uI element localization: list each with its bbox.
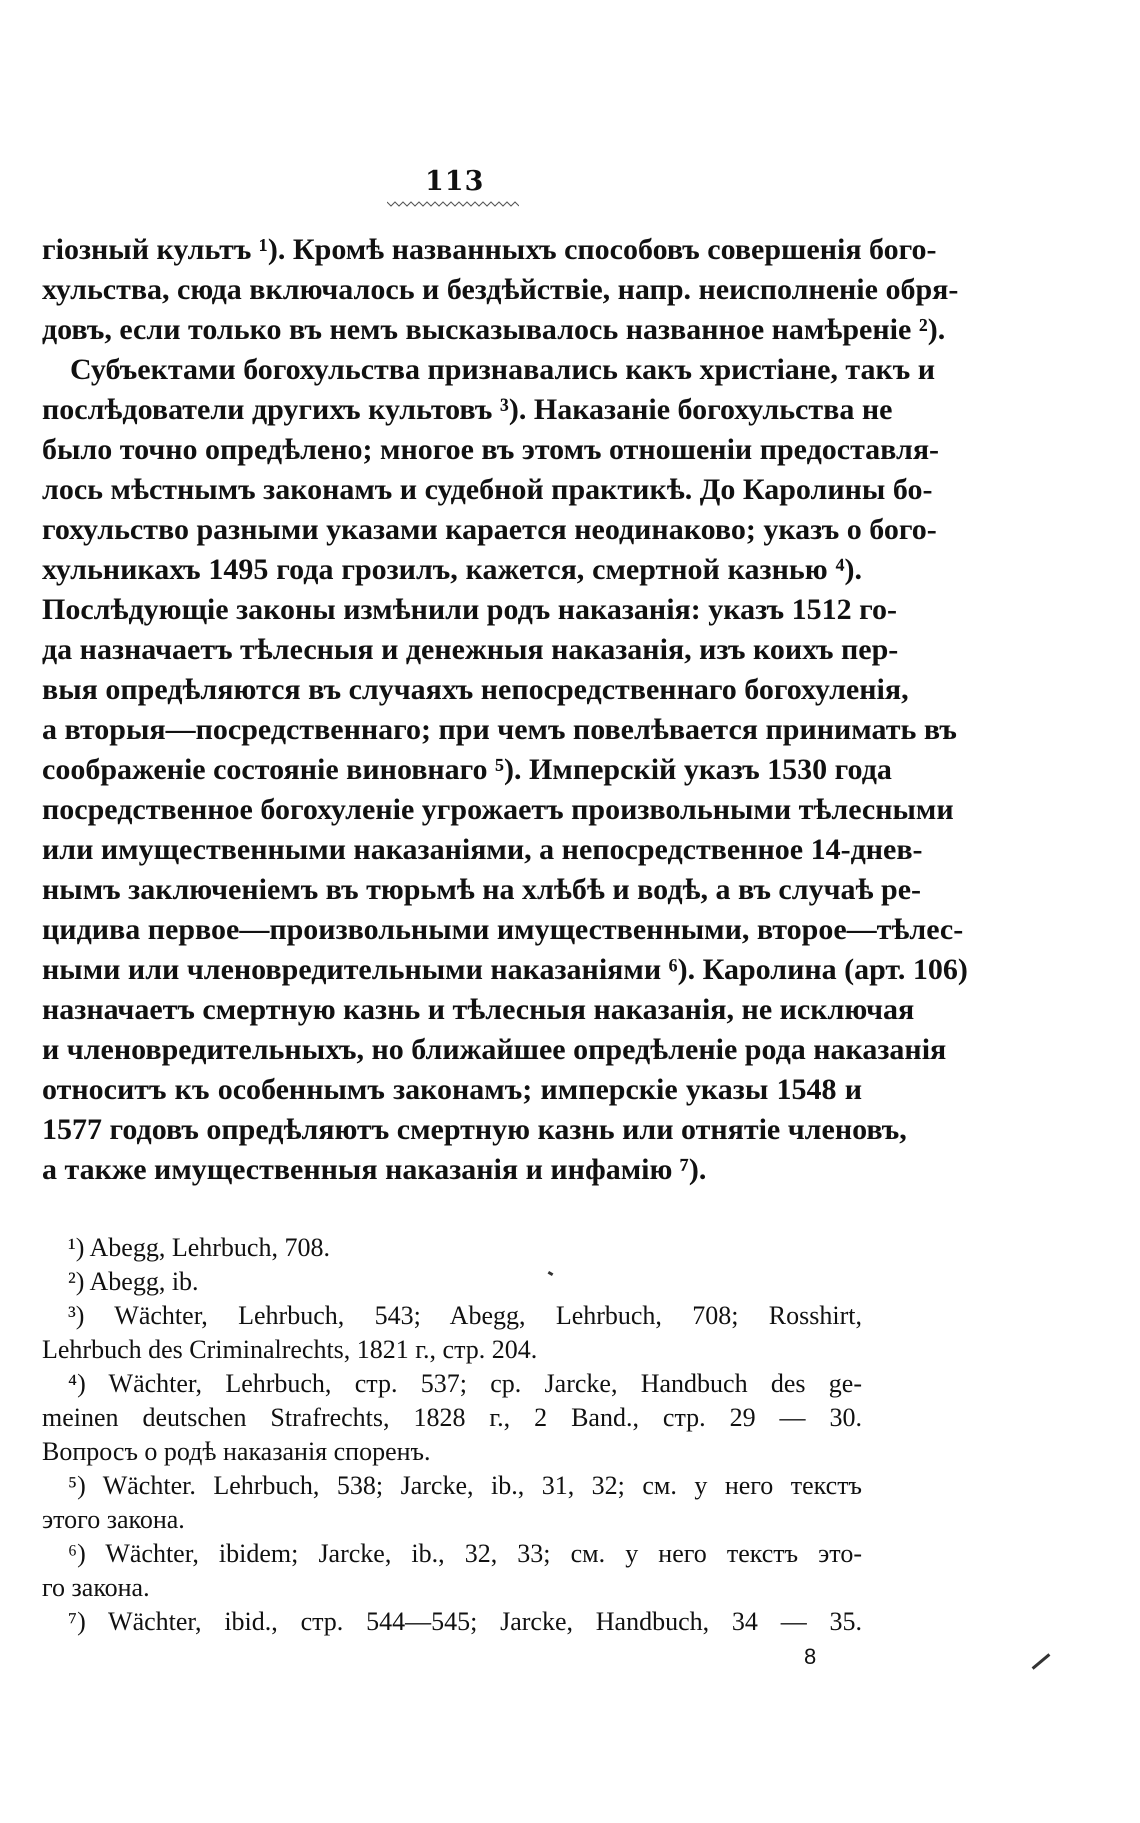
text-line: лось мѣстнымъ законамъ и судебной практикѣ. До Каролины бо- bbox=[42, 473, 933, 506]
text-line: 1577 годовъ опредѣляютъ смертную казнь или отнятіе членовъ, bbox=[42, 1113, 907, 1146]
text-line: Субъектами богохульства признавались какъ христіане, такъ и bbox=[70, 353, 936, 386]
footnote-line: ²) Abegg, ib. bbox=[68, 1267, 199, 1296]
text-line: или имущественными наказаніями, а непосредственное 14-днев- bbox=[42, 833, 923, 866]
page-number-rule bbox=[387, 200, 519, 208]
footnote-line: Вопросъ о родѣ наказанія споренъ. bbox=[42, 1437, 431, 1466]
footnote-line: ⁵) Wächter. Lehrbuch, 538; Jarcke, ib., 31, 32; см. у него текстъ bbox=[68, 1471, 862, 1500]
text-line: хульникахъ 1495 года грозилъ, кажется, смертной казнью ⁴). bbox=[42, 553, 862, 586]
text-line: а вторыя—посредственнаго; при чемъ повелѣвается принимать въ bbox=[42, 713, 957, 746]
text-line: выя опредѣляются въ случаяхъ непосредственнаго богохуленія, bbox=[42, 673, 909, 706]
text-line: ными или членовредительными наказаніями ⁶). Каролина (арт. 106) bbox=[42, 953, 968, 986]
text-line: нымъ заключеніемъ въ тюрьмѣ на хлѣбѣ и водѣ, а въ случаѣ ре- bbox=[42, 873, 921, 906]
text-line: Послѣдующіе законы измѣнили родъ наказанія: указъ 1512 го- bbox=[42, 593, 897, 626]
body-text bbox=[42, 230, 968, 1190]
footnote-line: ⁶) Wächter, ibidem; Jarcke, ib., 32, 33; см. у него текстъ это- bbox=[68, 1539, 862, 1568]
text-line: относитъ къ особеннымъ законамъ; имперскіе указы 1548 и bbox=[42, 1073, 862, 1106]
text-line: гіозный культъ ¹). Кромѣ названныхъ способовъ совершенія бого- bbox=[42, 233, 937, 266]
footnotes bbox=[42, 1231, 862, 1639]
footnote-line: Lehrbuch des Criminalrechts, 1821 г., стр. 204. bbox=[42, 1335, 538, 1364]
text-line: посредственное богохуленіе угрожаетъ произвольными тѣлесными bbox=[42, 793, 954, 826]
signature-mark: 8 bbox=[804, 1644, 817, 1669]
footnote-line: ⁴) Wächter, Lehrbuch, стр. 537; ср. Jarcke, Handbuch des ge- bbox=[68, 1369, 862, 1398]
footnote-line: meinen deutschen Strafrechts, 1828 г., 2 Band., стр. 29 — 30. bbox=[42, 1403, 862, 1432]
text-line: соображеніе состояніе виновнаго ⁵). Имперскій указъ 1530 года bbox=[42, 753, 892, 786]
footnote-line: го закона. bbox=[42, 1573, 150, 1602]
footnote-line: ⁷) Wächter, ibid., стр. 544—545; Jarcke, Handbuch, 34 — 35. bbox=[68, 1607, 862, 1636]
stray-ink-mark bbox=[1032, 1653, 1051, 1669]
text-line: и членовредительныхъ, но ближайшее опредѣленіе рода наказанія bbox=[42, 1033, 947, 1066]
footnote-line: ¹) Abegg, Lehrbuch, 708. bbox=[68, 1233, 330, 1262]
footnote-line: этого закона. bbox=[42, 1505, 185, 1534]
text-line: было точно опредѣлено; многое въ этомъ отношеніи предоставля- bbox=[42, 433, 940, 466]
text-line: хульства, сюда включалось и бездѣйствіе, напр. неисполненіе обря- bbox=[42, 273, 959, 306]
text-line: а также имущественныя наказанія и инфамію ⁷). bbox=[42, 1153, 707, 1186]
text-line: довъ, если только въ немъ высказывалось названное намѣреніе ²). bbox=[42, 313, 946, 346]
text-line: да назначаетъ тѣлесныя и денежныя наказанія, изъ коихъ пер- bbox=[42, 633, 899, 666]
page-number: 113 bbox=[425, 166, 485, 197]
footnote-line: ³) Wächter, Lehrbuch, 543; Abegg, Lehrbuch, 708; Rosshirt, bbox=[68, 1301, 862, 1330]
text-line: гохульство разными указами карается неодинаково; указъ о бого- bbox=[42, 513, 937, 546]
text-line: послѣдователи другихъ культовъ ³). Наказаніе богохульства не bbox=[42, 393, 893, 426]
text-line: назначаетъ смертную казнь и тѣлесныя наказанія, не исключая bbox=[42, 993, 915, 1026]
text-line: цидива первое—произвольными имущественными, второе—тѣлес- bbox=[42, 913, 964, 946]
